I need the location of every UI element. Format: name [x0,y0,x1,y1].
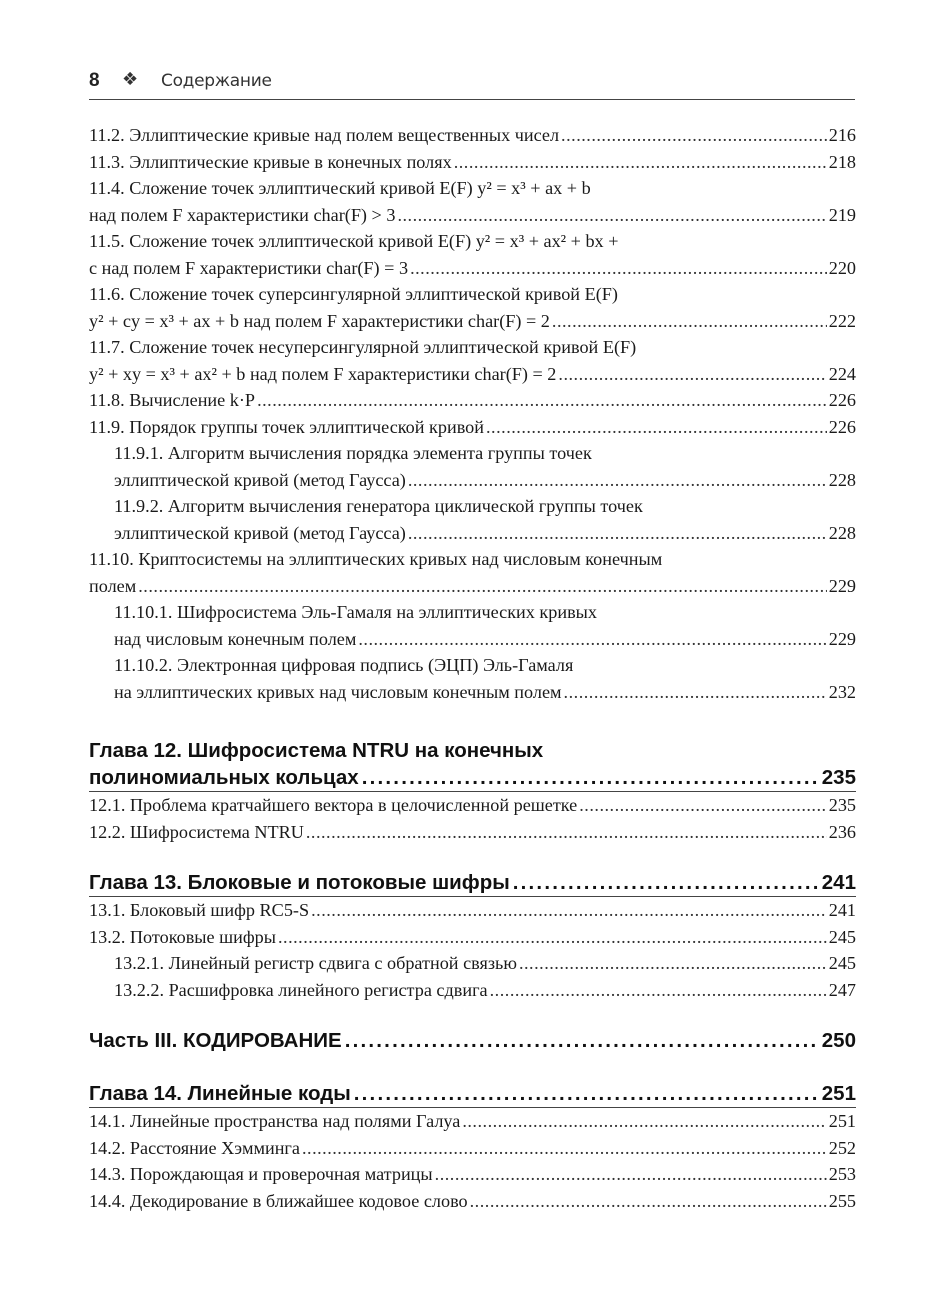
toc-entry-title-line1: 11.9.2. Алгоритм вычисления генератора циклической группы точек [114,496,643,516]
chapter-page-number: 251 [821,1082,856,1105]
toc-page-number: 222 [828,310,856,331]
toc-page-number: 247 [828,979,856,1000]
toc-subentry[interactable] [89,599,856,652]
toc-page-number: 245 [828,953,856,973]
leader-dots [486,414,827,441]
toc-page-number: 252 [828,1137,856,1158]
toc-entry-title-line1: 11.10. Криптосистемы на эллиптических кривых над числовым конечным [89,549,663,569]
leader-dots [278,924,827,951]
toc-entry-title: 14.2. Расстояние Хэмминга [89,1137,300,1158]
chapter-title: Глава 14. Линейные коды [89,1082,351,1105]
toc-page-number: 218 [828,151,856,172]
chapter-title: Глава 13. Блоковые и потоковые шифры [89,871,510,894]
chapter-page-number: 241 [821,871,856,894]
part-title: Часть III. КОДИРОВАНИЕ [89,1029,342,1052]
leader-dots [470,1188,827,1215]
toc-entry-title: 14.4. Декодирование в ближайшее кодовое слово [89,1190,468,1211]
toc-entry-title-line1: 11.6. Сложение точек суперсингулярной эллиптической кривой E(F) [89,284,618,304]
leader-dots [358,626,826,653]
spacer [89,1003,856,1027]
toc-entry-title: 14.3. Порождающая и проверочная матрицы [89,1164,433,1184]
toc-entry-title: над числовым конечным полем [114,628,357,649]
toc-entry-title-line1: 11.4. Сложение точек эллиптический кривой E(F) y² = x³ + ax + b [89,178,591,198]
part-page-number: 250 [821,1029,856,1052]
running-title: Содержание [161,71,272,91]
leader-dots [561,122,827,149]
leader-dots [410,255,827,282]
toc-subentry[interactable] [89,652,856,705]
toc-entry[interactable] [89,1161,856,1188]
toc-entry-title: c над полем F характеристики char(F) = 3 [89,257,409,278]
toc-subentry[interactable] [89,440,856,493]
toc-entry-title: 13.2.2. Расшифровка линейного регистра сдвига [114,979,488,1000]
toc-entry-title-line1: 11.9.1. Алгоритм вычисления порядка элемента группы точек [114,443,592,463]
toc-entry-title: 11.3. Эллиптические кривые в конечных полях [89,151,452,172]
leader-dots [302,1135,827,1162]
leader-dots [311,897,827,924]
leader-dots [362,764,819,791]
leader-dots [564,679,827,706]
leader-dots [462,1108,826,1135]
toc-entry-title-line1: 11.7. Сложение точек несуперсингулярной эллиптической кривой E(F) [89,337,637,357]
toc-page-number: 219 [828,204,856,225]
toc-entry-title: над полем F характеристики char(F) > 3 [89,204,396,225]
chapter-heading-14[interactable] [89,1080,856,1108]
toc-entry-title: 12.2. Шифросистема NTRU [89,821,304,842]
toc-entry-title: y² + cy = x³ + ax + b над полем F характеристики char(F) = 2 [89,310,550,331]
toc-entry[interactable] [89,819,856,846]
toc-entry[interactable] [89,387,856,414]
leader-dots [513,869,819,896]
toc-entry[interactable] [89,228,856,281]
spacer [89,705,856,737]
chapter-title: полиномиальных кольцах [89,766,359,789]
toc-entry-title-line1: 11.5. Сложение точек эллиптической кривой E(F) y² = x³ + ax² + bx + [89,231,619,251]
chapter-page-number: 235 [821,766,856,789]
spacer [89,1054,856,1080]
leader-dots [397,202,826,229]
toc-entry[interactable] [89,792,856,819]
toc-page-number: 226 [828,416,856,437]
toc-entry[interactable] [89,1135,856,1162]
toc-entry-title: 14.1. Линейные пространства над полями Галуа [89,1111,461,1131]
toc-subentry[interactable] [89,950,856,977]
leader-dots [354,1080,819,1107]
toc-entry-title: 12.1. Проблема кратчайшего вектора в целочисленной решетке [89,795,578,815]
toc-page-number: 245 [828,926,856,947]
part-heading-3[interactable] [89,1027,856,1054]
toc-entry-title: 13.2.1. Линейный регистр сдвига с обратной связью [114,953,517,973]
leader-dots [257,387,827,414]
toc-page-number: 251 [828,1111,856,1131]
toc-entry-title: эллиптической кривой (метод Гаусса) [114,522,406,543]
toc-entry-title-line1: 11.10.1. Шифросистема Эль-Гамаля на эллиптических кривых [114,602,597,622]
toc-entry[interactable] [89,1108,856,1135]
leader-dots [490,977,827,1004]
leader-dots [306,819,827,846]
toc-page-number: 255 [828,1190,856,1211]
toc-entry[interactable] [89,175,856,228]
toc-page-number: 216 [828,125,856,145]
toc-entry-title: эллиптической кривой (метод Гаусса) [114,469,406,490]
chapter-heading-13[interactable] [89,869,856,897]
toc-page-number: 224 [828,363,856,384]
toc-entry-title-line1: 11.10.2. Электронная цифровая подпись (ЭЦП) Эль-Гамаля [114,655,574,675]
toc-entry[interactable] [89,281,856,334]
leader-dots [552,308,827,335]
leader-dots [435,1161,827,1188]
running-header [89,68,855,100]
toc-entry-title: 11.2. Эллиптические кривые над полем вещественных чисел [89,125,560,145]
toc-entry-title: полем [89,575,137,596]
toc-entry[interactable] [89,897,856,924]
toc-entry[interactable] [89,414,856,441]
chapter-title-line1: Глава 12. Шифросистема NTRU на конечных [89,739,544,762]
toc-entry[interactable] [89,546,856,599]
toc-page-number: 228 [828,522,856,543]
leader-dots [519,950,827,977]
page-number: 8 [89,70,100,91]
ornament-icon: ❖ [122,69,139,90]
toc-entry[interactable] [89,149,856,176]
toc-page-number: 226 [828,390,856,410]
spacer [89,845,856,869]
toc-entry-title: 11.9. Порядок группы точек эллиптической кривой [89,416,484,437]
toc-entry-title: на эллиптических кривых над числовым конечным полем [114,681,562,702]
toc-page-number: 229 [828,628,856,649]
toc-entry-title: y² + xy = x³ + ax² + b над полем F характеристики char(F) = 2 [89,363,557,384]
toc-page-number: 228 [828,469,856,490]
toc-entry[interactable] [89,122,856,149]
toc-page-number: 241 [828,900,856,920]
toc-subentry[interactable] [89,493,856,546]
table-of-contents [89,122,856,1214]
toc-entry[interactable] [89,924,856,951]
leader-dots [138,573,826,600]
leader-dots [408,467,827,494]
toc-page-number: 232 [828,681,856,702]
toc-entry-title: 13.1. Блоковый шифр RC5-S [89,900,310,920]
leader-dots [408,520,827,547]
toc-entry[interactable] [89,1188,856,1215]
leader-dots [558,361,826,388]
toc-subentry[interactable] [89,977,856,1004]
toc-page-number: 235 [828,795,856,815]
toc-page-number: 220 [828,257,856,278]
toc-entry-title: 13.2. Потоковые шифры [89,926,276,947]
toc-page-number: 236 [828,821,856,842]
toc-page-number: 253 [828,1164,856,1184]
leader-dots [454,149,827,176]
leader-dots [345,1027,819,1054]
chapter-heading-12[interactable] [89,737,856,792]
toc-page-number: 229 [828,575,856,596]
toc-entry[interactable] [89,334,856,387]
toc-entry-title: 11.8. Вычисление k·P [89,390,256,410]
leader-dots [579,792,826,819]
